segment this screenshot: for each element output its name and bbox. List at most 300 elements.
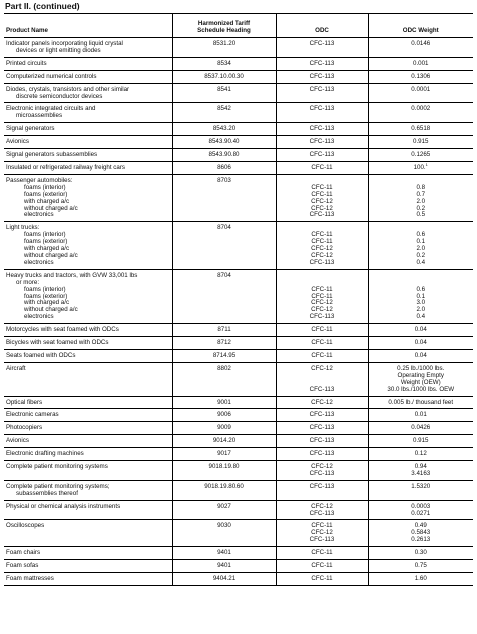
header-hts-line1: Harmonized Tariff	[197, 20, 251, 28]
hts-heading: 8703	[217, 176, 231, 184]
odc-value: CFC-113	[309, 72, 335, 80]
odc-cell	[276, 422, 368, 435]
hts-heading: 9009	[217, 424, 231, 432]
product-name-line: Passenger automobiles:	[6, 176, 73, 184]
odc-value: CFC-12	[311, 529, 333, 537]
odc-cell	[276, 349, 368, 362]
odc-weight-cell	[368, 573, 473, 586]
hts-heading-cell	[172, 435, 276, 448]
product-name-line: Complete patient monitoring systems	[6, 463, 108, 471]
odc-weight-cell	[368, 123, 473, 136]
product-name-cell	[4, 269, 172, 323]
table-row	[4, 324, 473, 337]
odc-value: CFC-11	[311, 575, 333, 582]
odc-cell	[276, 324, 368, 337]
product-name-line: or more:	[16, 278, 40, 286]
odc-value: CFC-113	[309, 482, 335, 490]
odc-cell	[276, 396, 368, 409]
odc-value: CFC-11	[311, 562, 333, 570]
hts-heading-cell	[172, 123, 276, 136]
product-subitem: without charged a/c	[24, 204, 78, 212]
odc-weight-value: 0.75	[414, 562, 427, 570]
product-name-cell	[4, 57, 172, 70]
odc-weight-value: 0.915	[413, 138, 429, 146]
product-subitem: foams (interior)	[24, 285, 66, 293]
odc-value: CFC-11	[311, 522, 333, 530]
odc-cell	[276, 222, 368, 269]
odc-weight-value: 0.12	[414, 450, 427, 458]
odc-value: CFC-113	[309, 59, 335, 67]
hts-heading-cell	[172, 461, 276, 481]
product-subitem: foams (interior)	[24, 231, 66, 239]
product-name-cell	[4, 520, 172, 547]
hts-heading-cell	[172, 149, 276, 162]
hts-heading-cell	[172, 324, 276, 337]
table-row	[4, 136, 473, 149]
odc-weight-cell	[368, 337, 473, 350]
product-name-line: Electronic integrated circuits and	[6, 105, 96, 113]
hts-heading-cell	[172, 409, 276, 422]
table-row	[4, 222, 473, 269]
product-name-line: Avionics	[6, 138, 29, 146]
product-name-line: Foam mattresses	[6, 575, 54, 582]
hts-heading-cell	[172, 362, 276, 396]
table-row	[4, 103, 473, 123]
odc-cell	[276, 573, 368, 586]
odc-weight-cell	[368, 448, 473, 461]
product-name-cell	[4, 480, 172, 500]
product-name-line: Complete patient monitoring systems;	[6, 482, 110, 490]
odc-weight-value: Weight (OEW)	[400, 378, 441, 386]
table-row	[4, 560, 473, 573]
odc-value: CFC-113	[309, 40, 335, 47]
product-subitem: with charged a/c	[24, 245, 70, 253]
table-row	[4, 461, 473, 481]
odc-cell	[276, 500, 368, 520]
product-name-line: Electronic drafting machines	[6, 450, 84, 458]
odc-weight-value: 0.001	[413, 59, 429, 67]
odc-weight-cell	[368, 324, 473, 337]
odc-weight-value: 0.6	[416, 285, 426, 293]
odc-weight-cell	[368, 83, 473, 103]
table-row	[4, 269, 473, 323]
odc-value: CFC-113	[309, 450, 335, 458]
odc-weight-value: 0.5	[416, 211, 426, 219]
product-name-line: Foam sofas	[6, 562, 39, 570]
table-row	[4, 83, 473, 103]
product-name-cell	[4, 547, 172, 560]
odc-cell	[276, 123, 368, 136]
odc-value: CFC-113	[309, 385, 335, 393]
odc-weight-value: 3.0	[416, 299, 426, 307]
odc-weight-value: 0.4	[416, 313, 426, 321]
odc-value: CFC-11	[311, 231, 333, 239]
product-subitem: foams (interior)	[24, 183, 66, 191]
hts-heading-cell	[172, 174, 276, 221]
odc-cell	[276, 560, 368, 573]
product-name-line: Seats foamed with ODCs	[6, 351, 76, 359]
hts-heading: 9018.19.80	[208, 463, 240, 471]
odc-weight-value: 0.6518	[411, 125, 431, 133]
hts-heading: 8543.90.40	[208, 138, 240, 146]
odc-weight-value: 0.915	[413, 437, 429, 445]
odc-cell	[276, 174, 368, 221]
product-name-cell	[4, 362, 172, 396]
product-name-line: microassemblies	[16, 112, 63, 120]
odc-weight-cell	[368, 349, 473, 362]
odc-value: CFC-11	[311, 292, 333, 300]
product-name-line: Aircraft	[6, 364, 26, 372]
table-row	[4, 362, 473, 396]
hts-heading-cell	[172, 520, 276, 547]
odc-weight-cell	[368, 136, 473, 149]
odc-weight-value: 0.0271	[411, 509, 431, 517]
hts-heading: 8543.90.80	[208, 151, 240, 159]
hts-heading: 9017	[217, 450, 231, 458]
odc-weight-cell	[368, 222, 473, 269]
product-name-line: Diodes, crystals, transistors and other similar	[6, 85, 130, 93]
product-name-line: Oscilloscopes	[6, 522, 45, 530]
odc-weight-value: 0.0001	[411, 85, 431, 93]
table-row	[4, 422, 473, 435]
product-name-cell	[4, 149, 172, 162]
odc-cell	[276, 461, 368, 481]
hts-heading: 8531.20	[212, 40, 236, 47]
odc-cell	[276, 269, 368, 323]
odc-weight-value: 0.04	[414, 351, 427, 359]
odc-weight-value: 0.1	[416, 238, 426, 246]
product-subitem: electronics	[24, 258, 54, 266]
product-name-line: Signal generators	[6, 125, 55, 133]
odc-value: CFC-12	[311, 252, 333, 259]
odc-weight-cell	[368, 500, 473, 520]
odc-cell	[276, 57, 368, 70]
table-row	[4, 161, 473, 174]
product-name-line: Indicator panels incorporating liquid crystal	[6, 40, 123, 47]
odc-weight-value: 30.0 lbs./1000 lbs. OEW	[387, 385, 455, 393]
product-name-cell	[4, 70, 172, 83]
odc-weight-value: 0.0002	[411, 105, 431, 113]
odc-cell	[276, 520, 368, 547]
table-row	[4, 480, 473, 500]
odc-value: CFC-113	[309, 411, 335, 419]
product-name-cell	[4, 337, 172, 350]
hts-heading: 8542	[217, 105, 231, 113]
product-name-line: subassemblies thereof	[16, 489, 78, 497]
product-name-line: Motorcycles with seat foamed with ODCs	[6, 326, 119, 334]
product-name-cell	[4, 500, 172, 520]
odc-weight-cell	[368, 161, 473, 174]
odc-weight-value: 0.0003	[411, 502, 431, 510]
odc-value: CFC-11	[311, 163, 333, 171]
product-name-cell	[4, 349, 172, 362]
odc-value: CFC-113	[309, 85, 335, 93]
odc-cell	[276, 149, 368, 162]
odc-weight-cell	[368, 560, 473, 573]
table-row	[4, 396, 473, 409]
hts-heading-cell	[172, 547, 276, 560]
product-subitem: without charged a/c	[24, 252, 78, 259]
table-body	[4, 38, 473, 586]
odc-weight-cell	[368, 409, 473, 422]
product-name-cell	[4, 83, 172, 103]
product-name-cell	[4, 123, 172, 136]
odc-weight-value: 100.	[413, 164, 426, 172]
hts-heading: 8704	[217, 271, 231, 279]
hts-heading: 8543.20	[212, 125, 236, 133]
product-name-cell	[4, 573, 172, 586]
odc-weight-value: Operating Empty	[397, 371, 444, 379]
product-name-line: Electronic cameras	[6, 411, 59, 419]
odc-value: CFC-12	[311, 398, 333, 406]
table-row	[4, 57, 473, 70]
odc-weight-value: 0.6	[416, 231, 426, 239]
odc-value: CFC-11	[311, 183, 333, 191]
table-row	[4, 435, 473, 448]
odc-value: CFC-12	[311, 204, 333, 212]
odc-weight-cell	[368, 461, 473, 481]
product-name-cell	[4, 409, 172, 422]
odc-cell	[276, 103, 368, 123]
hts-heading: 8537.10.00.30	[204, 72, 244, 80]
odc-weight-value: 0.7	[416, 190, 426, 198]
odc-value: CFC-12	[311, 502, 333, 510]
odc-cell	[276, 161, 368, 174]
hts-heading-cell	[172, 396, 276, 409]
odc-weight-cell	[368, 103, 473, 123]
odc-weight-value: 0.1	[416, 292, 426, 300]
header-product-name: Product Name	[6, 27, 48, 35]
header-hts-line2: Schedule Heading	[197, 27, 251, 35]
product-name-line: Foam chairs	[6, 549, 41, 557]
hts-heading: 8606	[217, 163, 231, 171]
odc-weight-value: 0.25 lb./1000 lbs.	[397, 364, 445, 372]
hts-heading-cell	[172, 480, 276, 500]
footnote-marker: 1	[425, 161, 428, 167]
table-row	[4, 38, 473, 58]
hts-heading: 9001	[217, 398, 231, 406]
odc-weight-cell	[368, 422, 473, 435]
odc-weight-value: 2.0	[416, 245, 426, 253]
table-header	[4, 14, 473, 38]
table-row	[4, 349, 473, 362]
odc-value: CFC-113	[309, 105, 335, 113]
odc-weight-value: 1.60	[414, 575, 427, 582]
odc-value: CFC-11	[311, 285, 333, 293]
product-name-cell	[4, 174, 172, 221]
hts-heading-cell	[172, 560, 276, 573]
table-row	[4, 409, 473, 422]
odc-value: CFC-113	[309, 536, 335, 544]
odc-weight-cell	[368, 480, 473, 500]
product-name-cell	[4, 461, 172, 481]
product-name-cell	[4, 422, 172, 435]
hts-heading: 9006	[217, 411, 231, 419]
odc-weight-value: 0.005 lb./ thousand feet	[388, 398, 454, 406]
product-name-line: Bicycles with seat foamed with ODCs	[6, 339, 109, 347]
odc-cell	[276, 435, 368, 448]
odc-cell	[276, 38, 368, 58]
odc-value: CFC-113	[309, 313, 335, 321]
odc-cell	[276, 83, 368, 103]
odc-weight-value: 0.04	[414, 339, 427, 347]
odc-weight-value: 0.01	[414, 411, 427, 419]
product-name-cell	[4, 448, 172, 461]
hts-heading: 8712	[217, 339, 231, 347]
odc-weight-value: 0.30	[414, 549, 427, 557]
odc-value: CFC-12	[311, 245, 333, 253]
product-subitem: electronics	[24, 211, 54, 219]
hts-heading-cell	[172, 349, 276, 362]
odc-weight-cell	[368, 520, 473, 547]
product-name-cell	[4, 136, 172, 149]
odc-value: CFC-12	[311, 463, 333, 471]
odc-value: CFC-11	[311, 190, 333, 198]
product-name-line: devices or light emitting diodes	[16, 46, 101, 54]
table-row	[4, 573, 473, 586]
hts-heading-cell	[172, 161, 276, 174]
odc-weight-cell	[368, 269, 473, 323]
product-name-line: Optical fibers	[6, 398, 43, 406]
odc-weight-cell	[368, 396, 473, 409]
product-subitem: foams (exterior)	[24, 292, 68, 300]
odc-weight-value: 0.1306	[411, 72, 431, 80]
odc-value: CFC-113	[309, 509, 335, 517]
odc-weight-value: 1.5320	[411, 482, 431, 490]
product-name-line: Physical or chemical analysis instruments	[6, 502, 121, 510]
odc-value: CFC-11	[311, 339, 333, 347]
odc-weight-value-wrap	[371, 161, 472, 172]
hts-heading-cell	[172, 103, 276, 123]
hts-heading: 8704	[217, 224, 231, 232]
product-name-cell	[4, 38, 172, 58]
hts-heading: 9404.21	[212, 575, 236, 582]
odc-weight-value: 0.94	[414, 463, 427, 471]
hts-heading-cell	[172, 83, 276, 103]
hts-heading-cell	[172, 57, 276, 70]
odc-weight-value: 0.0146	[411, 40, 431, 47]
hts-heading: 8714.95	[212, 351, 236, 359]
odc-weight-cell	[368, 57, 473, 70]
header-odc: ODC	[276, 14, 368, 38]
product-name-line: Photocopiers	[6, 424, 43, 432]
odc-value: CFC-12	[311, 306, 333, 314]
hts-heading: 8541	[217, 85, 231, 93]
table-row	[4, 70, 473, 83]
odc-cell	[276, 547, 368, 560]
table-row	[4, 149, 473, 162]
table-row	[4, 547, 473, 560]
odc-value: CFC-113	[309, 138, 335, 146]
odc-value: CFC-12	[311, 299, 333, 307]
odc-weight-value: 0.4	[416, 258, 426, 266]
hts-heading-cell	[172, 222, 276, 269]
product-name-cell	[4, 435, 172, 448]
odc-value: CFC-113	[309, 151, 335, 159]
product-subitem: foams (exterior)	[24, 190, 68, 198]
odc-weight-cell	[368, 149, 473, 162]
odc-value: CFC-12	[311, 364, 333, 372]
hts-heading-cell	[172, 269, 276, 323]
table-row	[4, 174, 473, 221]
product-name-cell	[4, 161, 172, 174]
odc-weight-value: 0.2613	[411, 536, 431, 544]
odc-cell	[276, 136, 368, 149]
odc-table	[4, 13, 473, 586]
table-row	[4, 123, 473, 136]
hts-heading-cell	[172, 337, 276, 350]
product-subitem: without charged a/c	[24, 306, 78, 314]
odc-weight-cell	[368, 362, 473, 396]
odc-cell	[276, 480, 368, 500]
product-name-line: Heavy trucks and tractors, with GVW 33,001 lbs	[6, 271, 138, 279]
table-row	[4, 500, 473, 520]
product-name-line: Insulated or refrigerated railway freight cars	[6, 163, 125, 171]
odc-cell	[276, 70, 368, 83]
odc-value: CFC-113	[309, 211, 335, 219]
odc-value: CFC-113	[309, 424, 335, 432]
hts-heading: 9401	[217, 562, 231, 570]
odc-weight-cell	[368, 547, 473, 560]
product-name-line: Computerized numerical controls	[6, 72, 97, 80]
hts-heading: 9030	[217, 522, 231, 530]
product-name-cell	[4, 324, 172, 337]
odc-value: CFC-113	[309, 125, 335, 133]
odc-value: CFC-11	[311, 326, 333, 334]
odc-weight-value: 0.49	[414, 522, 427, 530]
hts-heading-cell	[172, 573, 276, 586]
odc-weight-cell	[368, 435, 473, 448]
odc-value: CFC-113	[309, 437, 335, 445]
hts-heading: 9401	[217, 549, 231, 557]
product-name-cell	[4, 103, 172, 123]
hts-heading: 9027	[217, 502, 231, 510]
odc-weight-value: 0.1265	[411, 151, 431, 159]
odc-weight-value: 0.5843	[411, 529, 431, 537]
product-name-line: discrete semiconductor devices	[16, 92, 103, 100]
odc-weight-value: 3.4163	[411, 469, 431, 477]
product-name-cell	[4, 560, 172, 573]
hts-heading: 8802	[217, 364, 231, 372]
odc-value: CFC-113	[309, 258, 335, 266]
product-name-cell	[4, 396, 172, 409]
product-subitem: electronics	[24, 313, 54, 321]
odc-cell	[276, 409, 368, 422]
odc-weight-value: 2.0	[416, 306, 426, 314]
odc-weight-value: 0.0426	[411, 424, 431, 432]
header-hts	[172, 14, 276, 38]
table-row	[4, 337, 473, 350]
hts-heading: 8534	[217, 59, 231, 67]
odc-cell	[276, 337, 368, 350]
odc-weight-value: 0.8	[416, 183, 426, 191]
odc-value: CFC-11	[311, 549, 333, 557]
product-subitem: foams (exterior)	[24, 238, 68, 246]
odc-weight-value: 0.2	[416, 204, 426, 212]
odc-weight-cell	[368, 174, 473, 221]
table-row	[4, 448, 473, 461]
odc-weight-value: 0.2	[416, 252, 426, 259]
product-subitem: with charged a/c	[24, 197, 70, 205]
page-title: Part II. (continued)	[5, 1, 80, 11]
odc-cell	[276, 362, 368, 396]
product-name-line: Light trucks:	[6, 224, 40, 232]
odc-value: CFC-12	[311, 197, 333, 205]
odc-value: CFC-11	[311, 238, 333, 246]
hts-heading: 9018.19.80.60	[204, 482, 244, 490]
product-name-line: Avionics	[6, 437, 29, 445]
hts-heading-cell	[172, 70, 276, 83]
